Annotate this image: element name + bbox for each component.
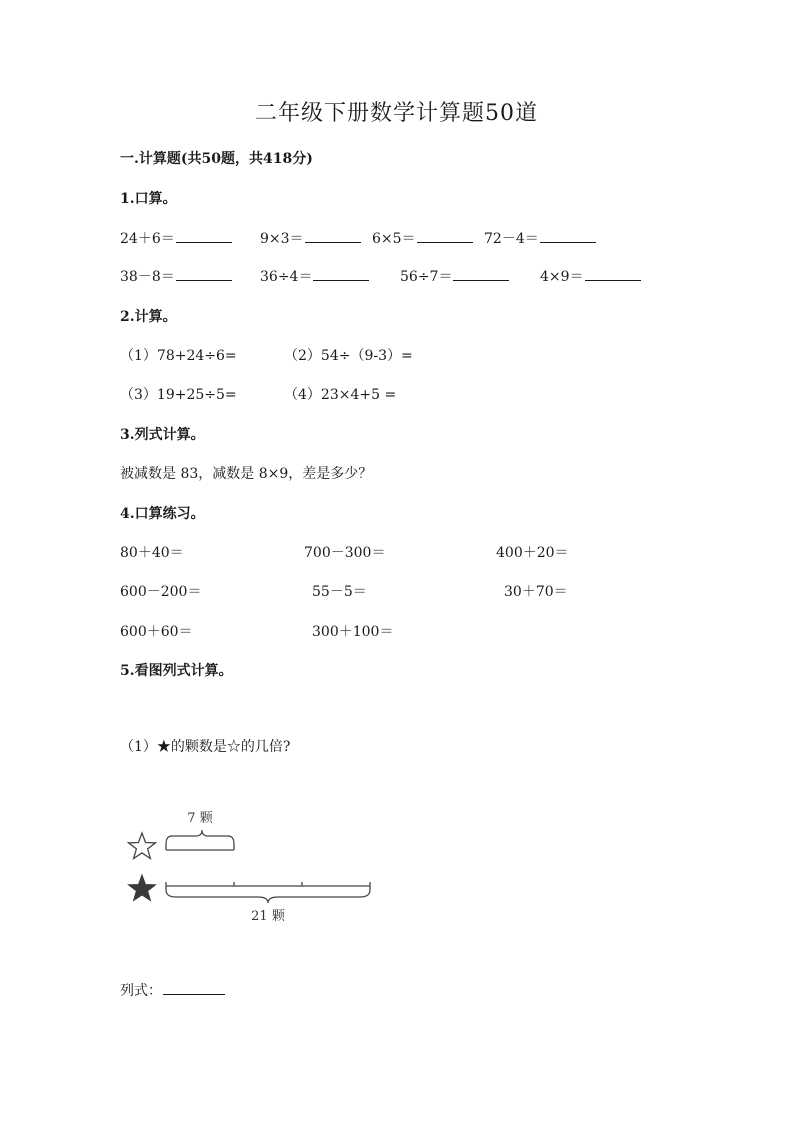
top-brace	[166, 830, 234, 844]
q1-heading: 1.口算。	[120, 191, 177, 207]
answer-blank[interactable]	[163, 980, 225, 995]
star-diagram	[120, 800, 380, 934]
answer-blank[interactable]	[540, 228, 596, 243]
q1-item: 56÷7＝	[400, 266, 509, 286]
q1-item: 6×5＝	[372, 228, 473, 248]
q5-subquestion: （1）★的颗数是☆的几倍?	[120, 739, 291, 755]
answer-blank[interactable]	[417, 228, 473, 243]
q4-item: 30＋70＝	[504, 584, 568, 600]
q4-item: 80＋40＝	[120, 545, 184, 561]
q4-heading: 4.口算练习。	[120, 506, 205, 522]
bottom-brace	[166, 890, 370, 903]
q4-item: 400＋20＝	[496, 545, 569, 561]
answer-blank[interactable]	[585, 266, 641, 281]
q2-heading: 2.计算。	[120, 309, 177, 325]
section-heading: 一.计算题(共50题，共418分)	[120, 151, 313, 167]
answer-blank[interactable]	[453, 266, 509, 281]
q4-item: 700－300＝	[304, 545, 386, 561]
q2-item: （2）54÷（9-3）=	[284, 348, 413, 364]
q4-item: 55－5＝	[312, 584, 367, 600]
answer-blank[interactable]	[176, 228, 232, 243]
top-label: 7 颗	[187, 811, 213, 826]
q1-item: 36÷4＝	[260, 266, 369, 286]
q4-item: 600＋60＝	[120, 624, 193, 640]
q2-item: （1）78+24÷6=	[120, 348, 237, 364]
bottom-label: 21 颗	[251, 909, 285, 924]
q4-item: 300＋100＝	[312, 624, 394, 640]
q1-item: 24＋6＝	[120, 228, 232, 248]
q4-item: 600－200＝	[120, 584, 202, 600]
q2-item: （3）19+25÷5=	[120, 387, 237, 403]
q3-heading: 3.列式计算。	[120, 427, 205, 443]
solid-star-icon	[129, 875, 156, 901]
page-title: 二年级下册数学计算题50道	[255, 101, 538, 126]
q1-item: 4×9＝	[540, 266, 641, 286]
answer-label: 列式：	[120, 983, 162, 999]
q1-item: 72－4＝	[484, 228, 596, 248]
q1-item: 38－8＝	[120, 266, 232, 286]
answer-blank[interactable]	[176, 266, 232, 281]
q3-text: 被减数是 83，减数是 8×9，差是多少？	[120, 466, 373, 482]
q2-item: （4）23×4+5 =	[284, 387, 397, 403]
q5-heading: 5.看图列式计算。	[120, 663, 233, 679]
answer-blank[interactable]	[305, 228, 361, 243]
answer-blank[interactable]	[313, 266, 369, 281]
answer-row	[120, 980, 225, 1000]
hollow-star-icon	[129, 833, 156, 859]
q1-item: 9×3＝	[260, 228, 361, 248]
